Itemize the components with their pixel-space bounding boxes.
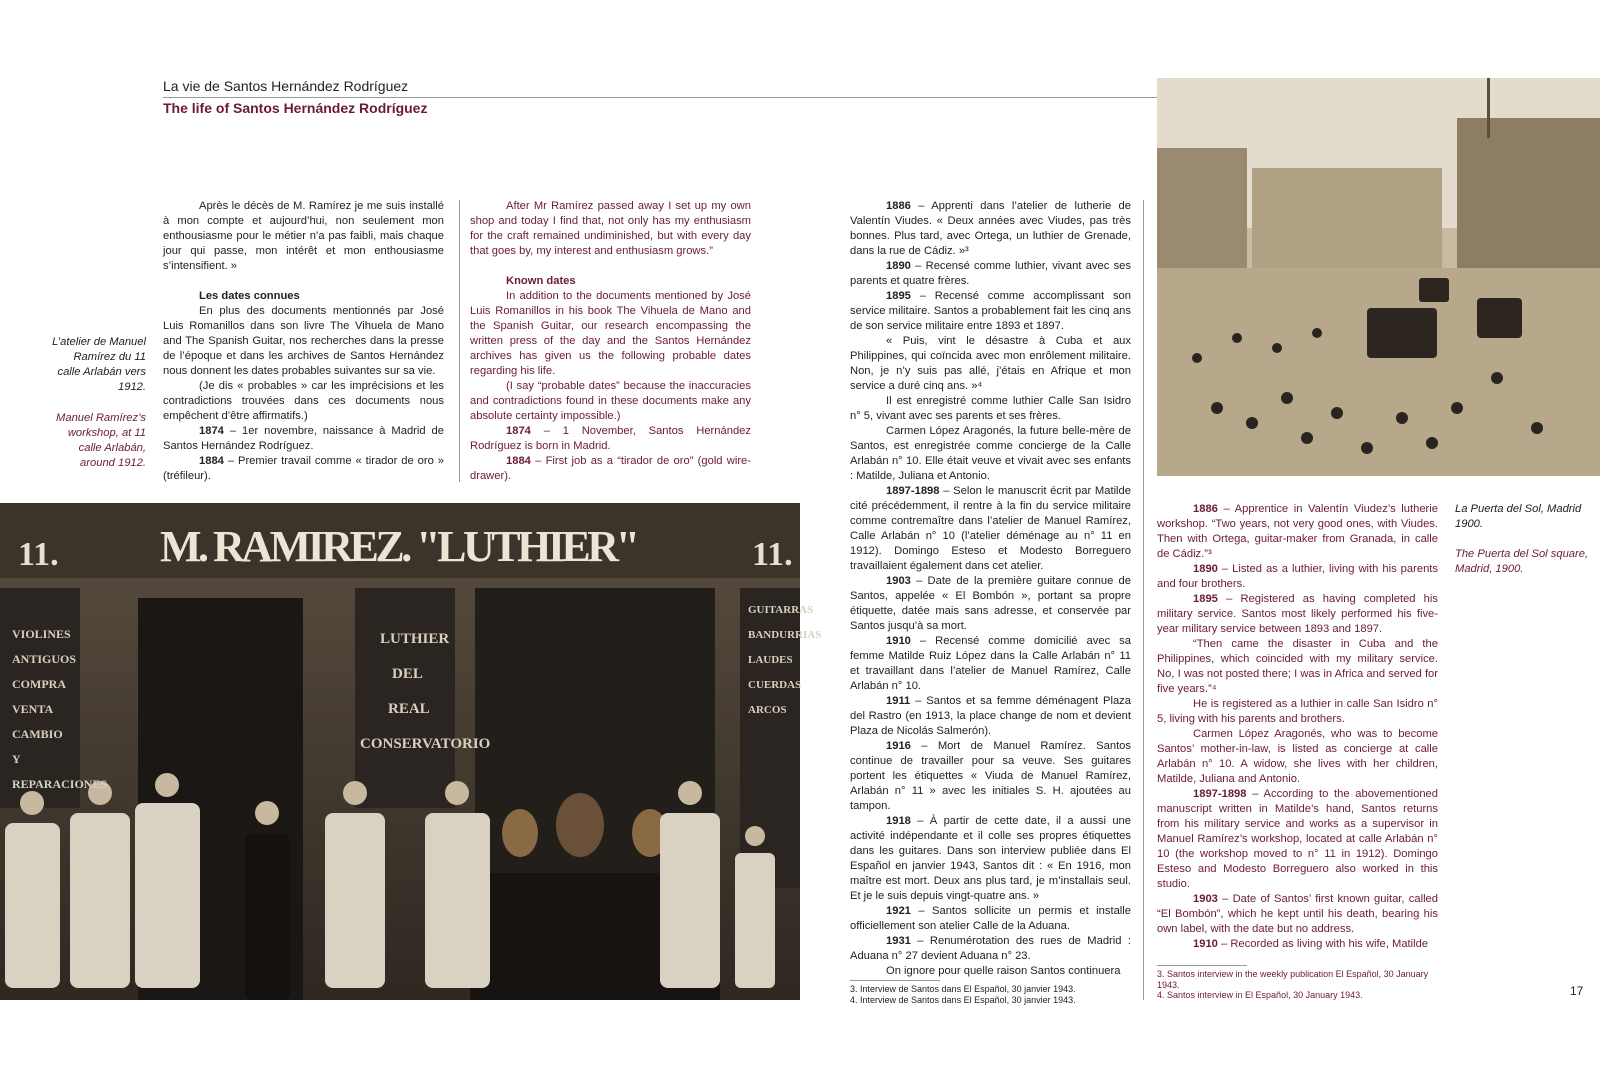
date-entry (850, 739, 1131, 814)
running-title-fr: La vie de Santos Hernández Rodríguez (163, 78, 409, 94)
date-label: 1910 (1193, 938, 1218, 950)
date-text: – 1er novembre, naissance à Madrid de Santos Hernández Rodríguez. (163, 425, 444, 452)
date-text: – According to the abovementioned manuscript written in Matilde’s hand, Santos returns from his military service and works as a supervisor in Manuel Ramírez’s workshop, located at calle Arlabán n° 10 (the workshop moved to n° 11 in 1912). Domingo Esteso and Modesto Borreguero also worked in this studio. (1157, 788, 1438, 890)
date-text: – À partir de cette date, il a aussi une activité indépendante et il colle ses propres étiquettes dans les guitares. Dans son interview publiée dans El Español en janvier 1943, Santos dit : « En 1916, mon maître est mort. Deux ans plus tard, je m’installais seul. Et je le suis depuis vingt-quatre ans. » (850, 815, 1131, 902)
date-label: 1911 (886, 695, 911, 707)
date-label: 1916 (886, 740, 911, 752)
date-label: 1897-1898 (1193, 788, 1247, 800)
date-label: 1884 (506, 455, 531, 467)
date-entry (1157, 892, 1438, 937)
footnotes-fr (850, 980, 1140, 1005)
workshop-sign: M. RAMIREZ. "LUTHIER" (160, 522, 640, 571)
paragraph: In addition to the documents mentioned by José Luis Romanillos in his book The Vihuela de Mano and the Spanish Guitar, our research encompassing the written press of the day and the Santos Hernández archives has given us the following probable dates regarding his life. (470, 290, 751, 377)
date-entry (850, 289, 1131, 334)
date-entry (470, 454, 751, 484)
column-fr-intro (163, 199, 444, 484)
column-en-intro (470, 199, 751, 484)
date-label: 1903 (1193, 893, 1218, 905)
date-entry (1157, 502, 1438, 562)
date-entry (1157, 937, 1438, 952)
date-label: 1874 (199, 425, 224, 437)
running-title-en: The life of Santos Hernández Rodríguez (163, 100, 428, 116)
date-label: 1886 (886, 200, 911, 212)
date-text: – Recensé comme luthier, vivant avec ses parents et quatre frères. (850, 260, 1131, 287)
date-text: – Date de la première guitare connue de Santos, appelée « El Bombón », portant sa propre étiquette, datée mais sans adresse, et conservée par Santos jusqu’à sa mort. (850, 575, 1131, 632)
footnote-4: 4. Santos interview in El Español, 30 January 1943. (1157, 990, 1363, 1000)
workshop-photo-drawing (0, 503, 822, 1000)
paragraph: (I say “probable dates” because the inaccuracies and contradictions found in these documents make any absolute certainty impossible.) (470, 380, 751, 422)
date-text: – Apprenti dans l’atelier de lutherie de Valentín Viudes. « Deux années avec Viudes, pas très bonnes. Plus tard, avec Ortega, un luthier de Grenade, dans la rue de Cádiz. »³ (850, 200, 1131, 257)
date-entry (1157, 592, 1438, 637)
date-label: 1903 (886, 575, 911, 587)
section-heading: Les dates connues (199, 290, 300, 302)
date-label: 1921 (886, 905, 911, 917)
footnotes-en (1157, 965, 1437, 1001)
svg-text:11.: 11. (752, 536, 793, 573)
date-text: – Santos et sa femme déménagent Plaza del Rastro (en 1913, la place change de nom et devient Plaza de Nicolás Salmerón). (850, 695, 1131, 737)
date-text: – Recorded as living with his wife, Matilde (1217, 938, 1429, 950)
paragraph: Il est enregistré comme luthier Calle San Isidro n° 5, vivant avec ses parents et ses frères. (850, 395, 1131, 422)
date-entry (850, 934, 1131, 964)
workshop-photo (0, 503, 822, 1000)
date-text: – Mort de Manuel Ramírez. Santos continue de travailler pour sa veuve. Ses guitares portent les étiquettes « Viuda de Manuel Ramírez, Arlabán n° 11 » avec les initiales S. H. ajoutées au tampon. (850, 740, 1131, 812)
date-text: – Listed as a luthier, living with his parents and four brothers. (1157, 563, 1438, 590)
date-text: – Santos sollicite un permis et installe officiellement son atelier Calle de la Aduana. (850, 905, 1131, 932)
date-label: 1910 (886, 635, 911, 647)
paragraph: (Je dis « probables » car les imprécisions et les contradictions trouvées dans ces documents nous empêchent d’être affirmatifs.) (163, 380, 444, 422)
date-label: 1931 (886, 935, 911, 947)
paragraph: On ignore pour quelle raison Santos continuera (886, 965, 1121, 977)
date-label: 1874 (506, 425, 531, 437)
paragraph: Carmen López Aragonés, who was to become Santos’ mother-in-law, is listed as concierge at calle Arlabán n° 10. A widow, she lives with her children, Matilde, Juliana and Antonio. (1157, 728, 1438, 785)
column-en-timeline (1157, 502, 1438, 952)
left-panel-text: VIOLINES ANTIGUOS COMPRA VENTA CAMBIO Y REPARACIONES (12, 627, 108, 791)
date-label: 1895 (886, 290, 911, 302)
date-entry (850, 634, 1131, 694)
page-number: 17 (1570, 984, 1584, 998)
date-label: 1897-1898 (886, 485, 940, 497)
date-text: – First job as a “tirador de oro” (gold wire-drawer). (470, 455, 751, 482)
paragraph: Carmen López Aragonés, la future belle-mère de Santos, est enregistrée comme concierge de la Calle Arlabán n° 10. Elle était veuve et vivait avec ses enfants : Matilde, Juliana et Antonio. (850, 425, 1131, 482)
footnote-3: 3. Interview de Santos dans El Español, 30 janvier 1943. (850, 984, 1076, 994)
date-label: 1918 (886, 815, 911, 827)
caption-puerta-en: The Puerta del Sol square, Madrid, 1900. (1455, 548, 1589, 575)
date-label: 1884 (199, 455, 224, 467)
date-entry (850, 814, 1131, 904)
puerta-del-sol-photo (1157, 78, 1600, 476)
date-entry (850, 904, 1131, 934)
date-text: – 1 November, Santos Hernández Rodríguez is born in Madrid. (470, 425, 751, 452)
date-label: 1886 (1193, 503, 1218, 515)
paragraph: He is registered as a luthier in calle San Isidro n° 5, living with his parents and brothers. (1157, 698, 1438, 725)
date-text: – Renumérotation des rues de Madrid : Aduana n° 27 devient Aduana n° 23. (850, 935, 1131, 962)
date-text: – Recensé comme accomplissant son service militaire. Santos a probablement fait les cinq ans de son service militaire entre 1893 et 1897. (850, 290, 1131, 332)
quote: « Puis, vint le désastre à Cuba et aux Philippines, qui coïncida avec mon enrôlement militaire. Non, je n’y suis pas allé, j’étais en Afrique et mon service a duré cinq ans. »⁴ (850, 335, 1131, 392)
date-entry (163, 454, 444, 484)
header-rule (163, 97, 1157, 98)
date-text: – Apprentice in Valentín Viudez’s lutherie workshop. “Two years, not very good ones, with Viudes. Then with Ortega, guitar-maker from Granada, in calle de Cádiz.”³ (1157, 503, 1438, 560)
column-fr-timeline (850, 199, 1131, 979)
date-label: 1895 (1193, 593, 1218, 605)
paragraph: After Mr Ramírez passed away I set up my own shop and today I find that, not only has my enthusiasm for the craft remained undiminished, but with every day that goes by, my interest and enthusiasm grows.” (470, 200, 751, 257)
date-entry (1157, 787, 1438, 892)
paragraph: En plus des documents mentionnés par José Luis Romanillos dans son livre The Vihuela de Mano and The Spanish Guitar, nos recherches dans la presse de l’époque et dans les archives de Santos Hernández nous donnent les dates probables suivantes sur sa vie. (163, 305, 444, 377)
date-entry (850, 259, 1131, 289)
date-entry (470, 424, 751, 454)
caption-workshop-fr: L’atelier de Manuel Ramírez du 11 calle Arlabán vers 1912. (52, 336, 146, 393)
quote: “Then came the disaster in Cuba and the Philippines, which coincided with my military service. No, I was not posted there; I was in Africa and served for five years.”⁴ (1157, 638, 1438, 695)
section-heading: Known dates (506, 275, 576, 287)
date-label: 1890 (886, 260, 911, 272)
center-panel-text: LUTHIER DEL REAL CONSERVATORIO (360, 631, 491, 752)
footnote-rule (1157, 965, 1247, 966)
date-entry (850, 574, 1131, 634)
date-text: – Registered as having completed his military service. Santos most likely performed his five-year military service between 1893 and 1897. (1157, 593, 1438, 635)
date-entry (163, 424, 444, 454)
date-text: – Selon le manuscrit écrit par Matilde cité précédemment, il rentre à la fin du service militaire comme contremaître dans l’atelier de Manuel Ramírez, Calle Arlabán n° 10 (l’atelier déménage au n° 11 en 1912). Domingo Esteso et Modesto Borreguero travaillaient également dans cet atelier. (850, 485, 1131, 572)
date-entry (850, 694, 1131, 739)
caption-puerta-fr: La Puerta del Sol, Madrid 1900. (1455, 503, 1582, 530)
column-divider (459, 200, 460, 482)
footnote-rule (850, 980, 940, 981)
date-entry (850, 199, 1131, 259)
date-text: – Date of Santos’ first known guitar, called “El Bombón”, which he kept until his death, bearing his own label, with the date but no address. (1157, 893, 1438, 935)
right-panel-text: GUITARRAS BANDURRIAS LAUDES CUERDAS ARCOS (748, 604, 822, 716)
column-divider (1143, 200, 1144, 1000)
footnote-4: 4. Interview de Santos dans El Español, 30 janvier 1943. (850, 994, 1076, 1005)
caption-workshop-en: Manuel Ramírez’s workshop, at 11 calle Arlabán, around 1912. (56, 412, 146, 469)
date-label: 1890 (1193, 563, 1218, 575)
puerta-del-sol-drawing (1157, 78, 1600, 476)
date-text: – Premier travail comme « tirador de oro » (tréfileur). (163, 455, 444, 482)
workshop-number: 11. (18, 536, 59, 573)
date-text: – Recensé comme domicilié avec sa femme Matilde Ruiz López dans la Calle Arlabán n° 11 et travaillant dans l’atelier de Manuel Ramírez, Calle Arlabán n° 10. (850, 635, 1131, 692)
footnote-3: 3. Santos interview in the weekly publication El Español, 30 January 1943. (1157, 969, 1429, 990)
paragraph: Après le décès de M. Ramírez je me suis installé à mon compte et aujourd’hui, non seulement mon enthousiasme pour le métier n’a pas faibli, mais chaque jour qui passe, mon intérêt et mon enthousiasme s’intensifient. » (163, 200, 444, 272)
date-entry (1157, 562, 1438, 592)
date-entry (850, 484, 1131, 574)
